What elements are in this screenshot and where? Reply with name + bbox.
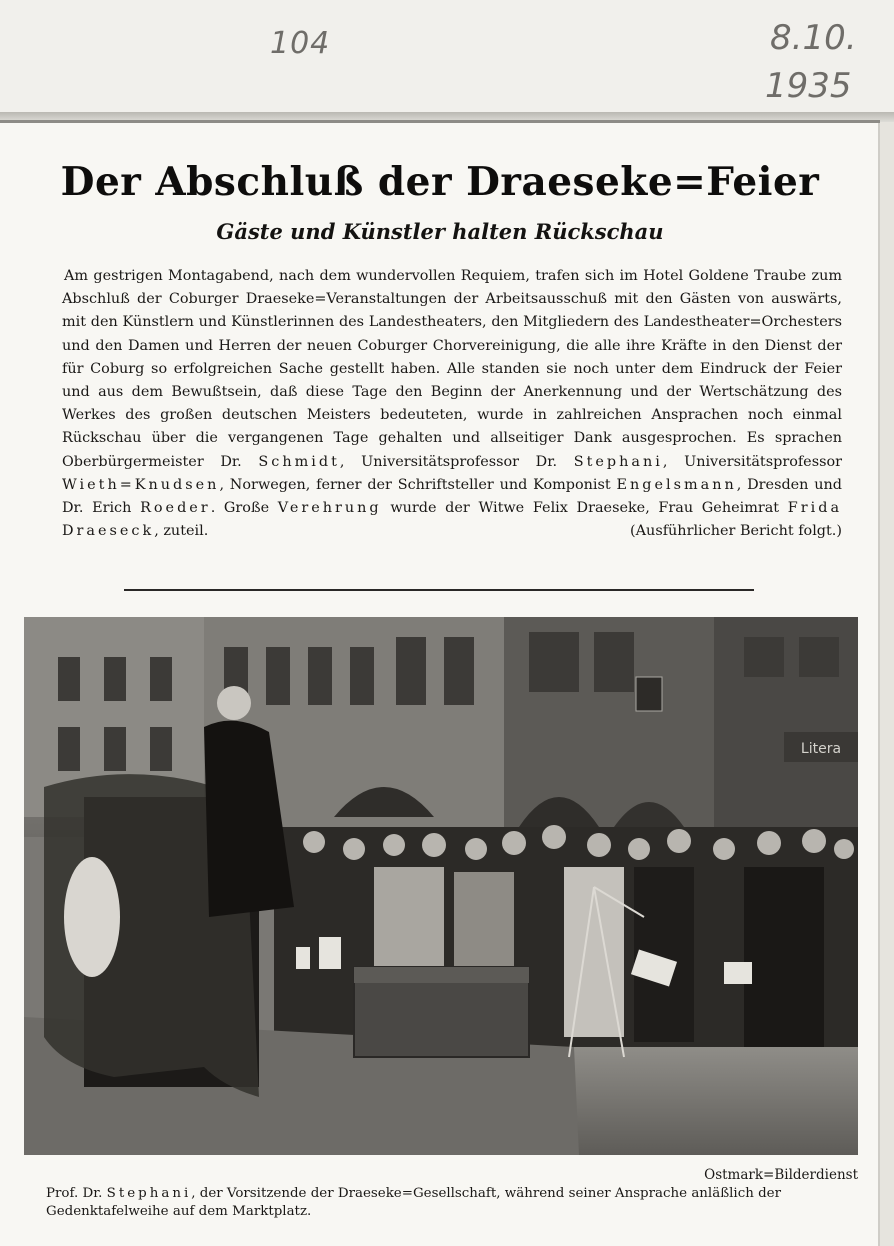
speaker-name-roeder: Roeder [140, 500, 211, 517]
newspaper-clipping [0, 120, 880, 1246]
speaker-name-wieth-knudsen: Wieth=Knudsen [62, 476, 220, 493]
plaque-top [354, 967, 529, 983]
article-text: , zuteil. [154, 523, 209, 540]
article-text: , Norwegen, ferner der Schriftsteller und Komponist [219, 476, 611, 493]
speaker-name-engelsmann: Engelsmann [616, 476, 737, 493]
article-text: , Universitätsprofessor Dr. [339, 453, 558, 470]
subheadline: Gäste und Künstler halten Rückschau [216, 219, 664, 244]
speaker-head [217, 686, 251, 720]
photo-caption [46, 1185, 836, 1221]
article-text: , Dresden und Dr. Erich [62, 476, 842, 517]
caption-prefix: Prof. Dr. [46, 1186, 103, 1201]
article-text: Am gestrigen Montagabend, nach dem wundervollen Requiem, trafen sich im Hotel Goldene Traube zum Abschluß der Coburger Draeseke=Veranstaltungen der Arbeitsausschuß mit den Gästen von auswärts, mit den Künstlern und Künstlerinnen des Landestheaters, den Mitgliedern des Landestheater=Orchesters und den Damen und Herren der neuen Coburger Chorvereinigung, die alle ihre Kräfte in den Dienst der für Coburg so erfolgreichen Sache gestellt haben. Alle standen sie noch unter dem Eindruck der Feier und aus dem Bewußtsein, daß diese Tage den Beginn der Anerkennung und der Wertschätzung des Werkes des großen deutschen Meisters bedeuteten, wurde in zahlreichen Ansprachen noch einmal Rückschau über die vergangenen Tage gehalten und allseitiger Dank ausgesprochen. Es sprachen Oberbürgermeister Dr. [62, 268, 842, 470]
section-divider [124, 589, 754, 591]
handwritten-page-number: 104 [270, 26, 331, 61]
followup-note: (Ausführlicher Bericht folgt.) [630, 523, 842, 540]
shop-sign: Litera [800, 741, 842, 757]
street-lamp [636, 677, 662, 711]
caption-text: , der Vorsitzende der Draeseke=Gesellschaft, während seiner Ansprache anläßlich der Gedenktafelweihe auf dem Marktplatz. [46, 1186, 781, 1219]
article-text: wurde der Witwe Felix Draeseke, Frau Geheimrat [390, 500, 780, 517]
archive-card [0, 0, 894, 112]
headline: Der Abschluß der Draeseke=Feier [60, 159, 820, 205]
flag-emblem [64, 857, 120, 977]
article-text: , Universitätsprofessor [662, 453, 843, 470]
article-body [62, 265, 842, 543]
photo-illustration [24, 617, 858, 1155]
article-text: . Große [210, 500, 270, 517]
name-frida-draeseck: Frida Draeseck [62, 500, 843, 540]
caption-name: Stephani [106, 1186, 192, 1201]
handwritten-date: 8.10. [770, 18, 857, 58]
speaker-name-schmidt: Schmidt [258, 453, 340, 470]
handwritten-year: 1935 [765, 66, 852, 106]
speaker-name-stephani: Stephani [573, 453, 663, 470]
news-photo [24, 617, 858, 1155]
photo-credit: Ostmark=Bilderdienst [704, 1167, 858, 1183]
emphasis-verehrung: Verehrung [277, 500, 382, 517]
